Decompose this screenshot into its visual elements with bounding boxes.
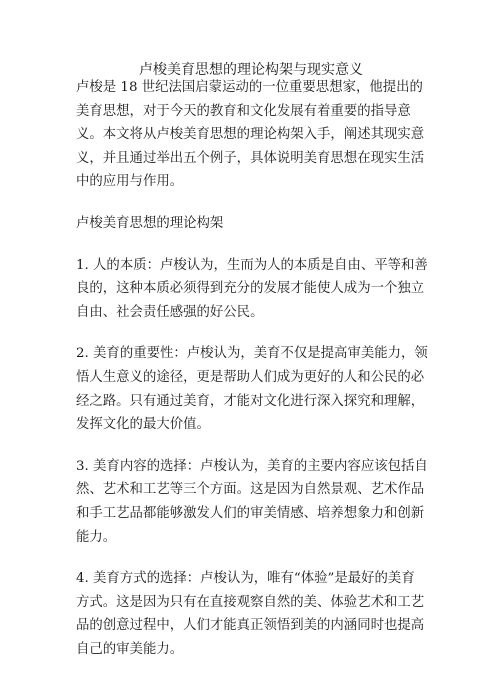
point-paragraph-4: 4. 美育方式的选择：卢梭认为，唯有“体验”是最好的美育方式。这是因为只有在直接观察自然的美、体验艺术和工艺品的创意过程中，人们才能真正领悟到美的内涵同时也提高自己的审美能力。 bbox=[76, 571, 425, 657]
point-paragraph-1: 1. 人的本质：卢梭认为，生而为人的本质是自由、平等和善良的，这种本质必须得到充分的发展才能使人成为一个独立自由、社会责任感强的好公民。 bbox=[76, 257, 428, 320]
document-body bbox=[76, 76, 428, 679]
section-heading: 卢梭美育思想的理论构架 bbox=[76, 215, 224, 231]
point-paragraph-2: 2. 美育的重要性：卢梭认为，美育不仅是提高审美能力，领悟人生意义的途径，更是帮助人们成为更好的人和公民的必经之路。只有通过美育，才能对文化进行深入探究和理解，发挥文化的最大价值。 bbox=[76, 346, 428, 433]
intro-paragraph: 卢梭是 18 世纪法国启蒙运动的一位重要思想家，他提出的美育思想，对于今天的教育和文化发展有着重要的指导意义。本文将从卢梭美育思想的理论构架入手，阐述其现实意义，并且通过举出五个例子，具体说明美育思想在现实生活中的应用与作用。 bbox=[76, 80, 425, 190]
document-title: 卢梭美育思想的理论构架与现实意义 bbox=[139, 62, 363, 78]
point-paragraph-3: 3. 美育内容的选择：卢梭认为，美育的主要内容应该包括自然、艺术和工艺等三个方面。这是因为自然景观、艺术作品和手工艺品都能够激发人们的审美情感、培养想象力和创新能力。 bbox=[76, 458, 428, 545]
